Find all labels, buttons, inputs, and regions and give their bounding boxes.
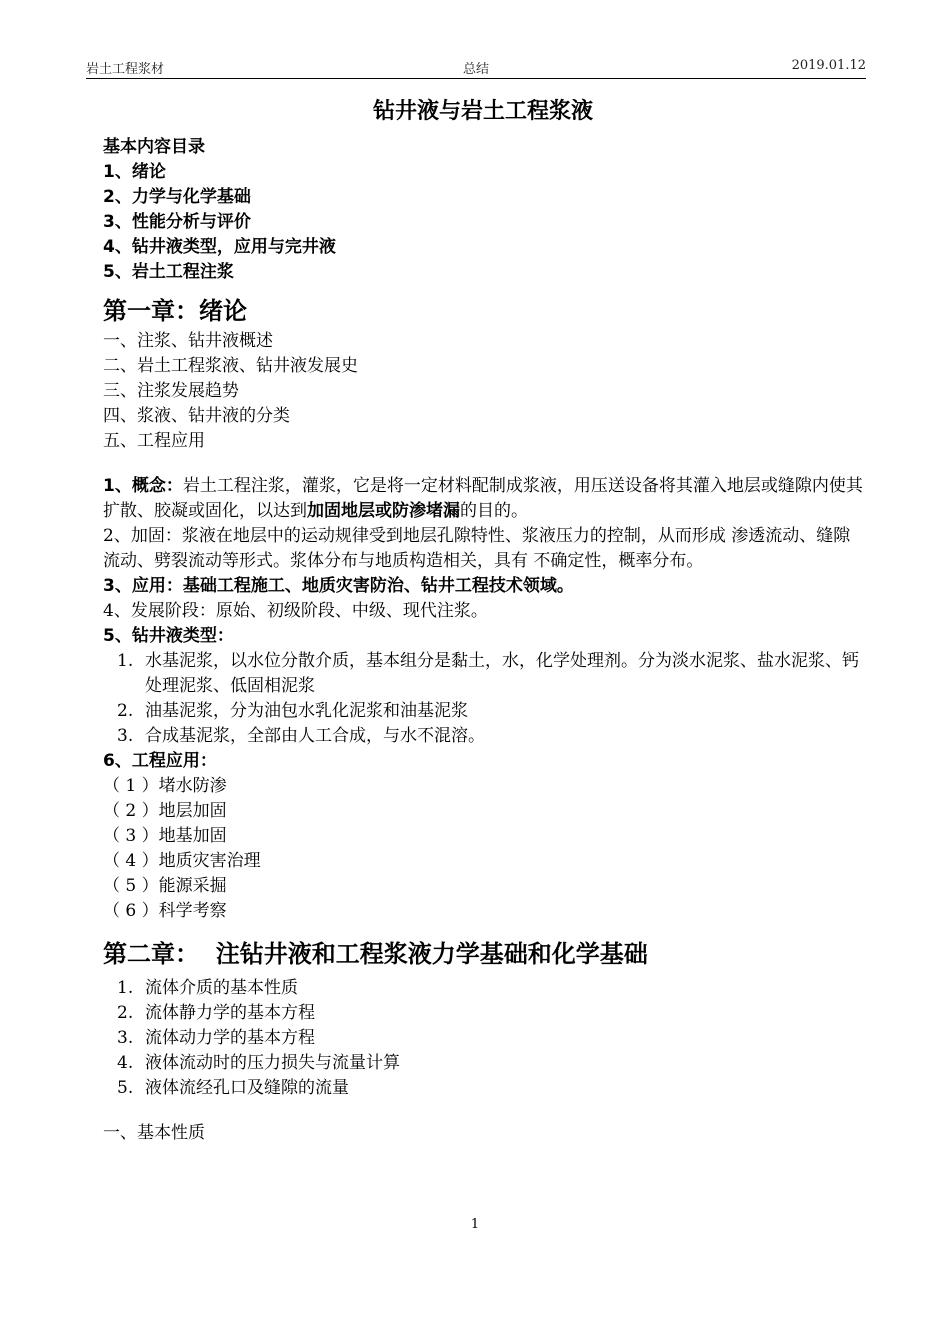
list-number: 2. [117, 701, 134, 721]
toc-heading: 基本内容目录 [103, 137, 205, 157]
list-text: 油基泥浆，分为油包水乳化泥浆和油基泥浆 [145, 701, 468, 721]
list-item: （ 1 ）堵水防渗 [103, 776, 227, 796]
list-text: 液体流动时的压力损失与流量计算 [145, 1053, 400, 1073]
list-text: 流体介质的基本性质 [145, 978, 298, 998]
header-left: 岩土工程浆材 [86, 62, 165, 77]
list-number: 4. [117, 1053, 134, 1073]
page-number: 1 [470, 1217, 480, 1232]
section-item: 四、浆液、钻井液的分类 [103, 406, 290, 426]
toc-item: 5、岩土工程注浆 [103, 262, 234, 282]
list-item: （ 6 ）科学考察 [103, 901, 227, 921]
header-date: 2019.01.12 [791, 58, 866, 73]
basic-properties-heading: 一、基本性质 [103, 1123, 205, 1143]
chapter-1-heading: 第一章：绪论 [103, 297, 247, 325]
toc-item: 3、性能分析与评价 [103, 212, 251, 232]
fluid-types-label: 5、钻井液类型： [103, 626, 234, 646]
document-body [103, 94, 863, 1146]
engineering-apps-label: 6、工程应用： [103, 751, 217, 771]
list-item [103, 649, 863, 699]
section-item: 一、注浆、钻井液概述 [103, 331, 273, 351]
toc-item: 2、力学与化学基础 [103, 187, 251, 207]
list-item [103, 724, 863, 749]
list-text: 流体动力学的基本方程 [145, 1028, 315, 1048]
list-number: 3. [117, 726, 134, 746]
list-item: （ 5 ）能源采掘 [103, 876, 227, 896]
table-of-contents [103, 135, 863, 285]
page-header [86, 58, 866, 79]
engineering-apps-list [103, 774, 863, 924]
list-text: 流体静力学的基本方程 [145, 1003, 315, 1023]
section-item: 二、岩土工程浆液、钻井液发展史 [103, 356, 358, 376]
list-item [103, 699, 863, 724]
development-paragraph: 4、发展阶段：原始、初级阶段、中级、现代注浆。 [103, 601, 488, 621]
concept-label: 1、概念： [103, 476, 183, 496]
list-item [103, 1076, 863, 1101]
list-number: 1. [117, 978, 134, 998]
toc-item: 4、钻井液类型，应用与完井液 [103, 237, 336, 257]
fluid-types-list [103, 649, 863, 749]
toc-item: 1、绪论 [103, 162, 166, 182]
list-item: （ 2 ）地层加固 [103, 801, 227, 821]
concept-bold: 加固地层或防渗堵漏 [307, 501, 460, 521]
list-number: 2. [117, 1003, 134, 1023]
list-item [103, 976, 863, 1001]
header-center: 总结 [462, 62, 489, 77]
list-number: 5. [117, 1078, 134, 1098]
concept-text-a: 岩土工程注浆，灌浆，它是将一定材料配制成浆液，用压送设备将其灌入地层或缝隙内使其扩散、胶凝或固化，以达到 [103, 476, 863, 521]
list-number: 1. [117, 651, 134, 671]
list-text: 合成基泥浆，全部由人工合成，与水不混溶。 [145, 726, 485, 746]
application-paragraph: 3、应用：基础工程施工、地质灾害防治、钻井工程技术领域。 [103, 576, 574, 596]
list-item [103, 1001, 863, 1026]
list-item: （ 4 ）地质灾害治理 [103, 851, 261, 871]
section-item: 五、工程应用 [103, 431, 205, 451]
list-number: 3. [117, 1028, 134, 1048]
list-item [103, 1051, 863, 1076]
chapter-1-sections [103, 329, 863, 454]
list-item [103, 1026, 863, 1051]
list-item: （ 3 ）地基加固 [103, 826, 227, 846]
reinforce-paragraph: 2、加固：浆液在地层中的运动规律受到地层孔隙特性、浆液压力的控制，从而形成 渗透流动、缝隙流动、劈裂流动等形式。浆体分布与地质构造相关，具有 不确定性，概率分布。 [103, 526, 851, 571]
chapter-2-heading: 第二章： 注钻井液和工程浆液力学基础和化学基础 [103, 940, 648, 968]
concept-paragraph [103, 474, 863, 524]
document-title: 钻井液与岩土工程浆液 [372, 99, 593, 124]
list-text: 液体流经孔口及缝隙的流量 [145, 1078, 349, 1098]
chapter-2-list [103, 976, 863, 1101]
concept-text-b: 的目的。 [460, 501, 528, 521]
section-item: 三、注浆发展趋势 [103, 381, 239, 401]
list-text: 水基泥浆，以水位分散介质，基本组分是黏土，水，化学处理剂。分为淡水泥浆、盐水泥浆、钙处理泥浆、低固相泥浆 [145, 651, 859, 696]
